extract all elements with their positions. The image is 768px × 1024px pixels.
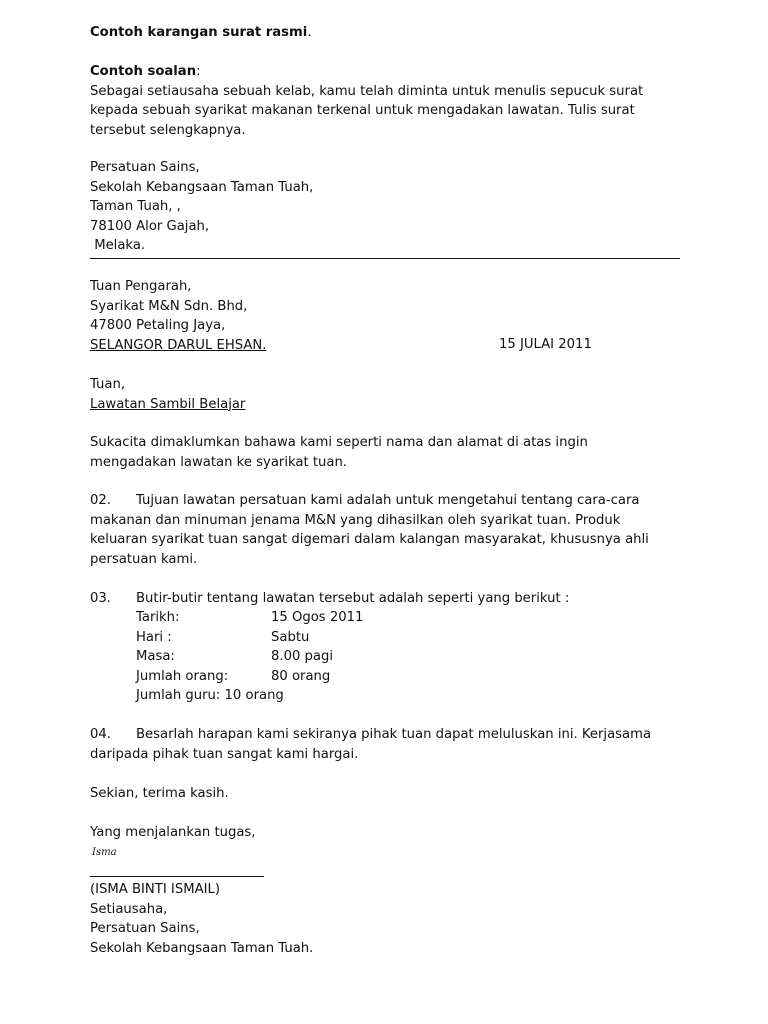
subject-line: Lawatan Sambil Belajar (90, 396, 246, 412)
sender-address (90, 158, 690, 256)
address-line: Persatuan Sains, (90, 160, 200, 175)
recipient-address (90, 277, 690, 355)
question-line: tersebut selengkapnya. (90, 122, 246, 138)
question-block (90, 62, 690, 140)
signature-line (90, 876, 264, 877)
signature: Isma (92, 847, 117, 858)
address-line: SELANGOR DARUL EHSAN. (90, 337, 267, 353)
address-line: 78100 Alor Gajah, (90, 218, 210, 234)
signatory-line: Setiausaha, (90, 901, 168, 917)
question-line: kepada sebuah syarikat makanan terkenal untuk mengadakan lawatan. Tulis surat (90, 103, 635, 118)
paragraph-number: 02. (90, 493, 111, 508)
signatory-line: Persatuan Sains, (90, 921, 200, 936)
address-divider (90, 258, 680, 259)
signatory-line: Sekolah Kebangsaan Taman Tuah. (90, 940, 314, 956)
paragraph-number: 04. (90, 727, 111, 742)
paragraph-2: 02. Tujuan lawatan persatuan kami adalah untuk mengetahui tentang cara-cara makanan dan minuman jenama M&N yang dihasilkan oleh syarikat tuan. Produk keluaran syarikat tuan sangat digemari dalam kalangan masyarakat, khususnya ahli persatuan kami. (90, 493, 649, 567)
document-title: Contoh karangan surat rasmi. (90, 25, 312, 40)
question-line: Sebagai setiausaha sebuah kelab, kamu telah diminta untuk menulis sepucuk surat (90, 83, 644, 99)
detail-row: Masa: 8.00 pagi (136, 649, 334, 664)
detail-row: Tarikh: 15 Ogos 2011 (136, 610, 364, 625)
detail-row: Jumlah orang: 80 orang (136, 668, 331, 684)
address-line: Melaka. (90, 238, 146, 253)
detail-row: Hari : Sabtu (136, 629, 310, 645)
paragraph-number: 03. (90, 591, 111, 606)
visit-details (136, 608, 363, 706)
address-line: Taman Tuah, , (90, 199, 181, 214)
salutation-block (90, 375, 690, 414)
closing: Sekian, terima kasih. (90, 786, 229, 801)
detail-row: Jumlah guru: 10 orang (136, 688, 284, 703)
paragraph-4: 04. Besarlah harapan kami sekiranya pihak tuan dapat meluluskan ini. Kerjasama daripada pihak tuan sangat kami hargai. (90, 727, 652, 762)
address-line: Tuan Pengarah, (90, 279, 192, 294)
signatory-block (90, 880, 690, 958)
signoff: Yang menjalankan tugas, (90, 825, 256, 840)
salutation: Tuan, (90, 377, 126, 392)
address-line: Sekolah Kebangsaan Taman Tuah, (90, 179, 314, 195)
paragraph-1: Sukacita dimaklumkan bahawa kami seperti nama dan alamat di atas ingin mengadakan lawatan ke syarikat tuan. (90, 435, 588, 470)
signatory-name: (ISMA BINTI ISMAIL) (90, 882, 220, 897)
address-line: Syarikat M&N Sdn. Bhd, (90, 298, 248, 314)
question-label: Contoh soalan: (90, 64, 201, 79)
paragraph-3: 03. Butir-butir tentang lawatan tersebut adalah seperti yang berikut : (90, 589, 690, 609)
address-line: 47800 Petaling Jaya, (90, 318, 226, 333)
letter-date: 15 JULAI 2011 (499, 337, 592, 352)
